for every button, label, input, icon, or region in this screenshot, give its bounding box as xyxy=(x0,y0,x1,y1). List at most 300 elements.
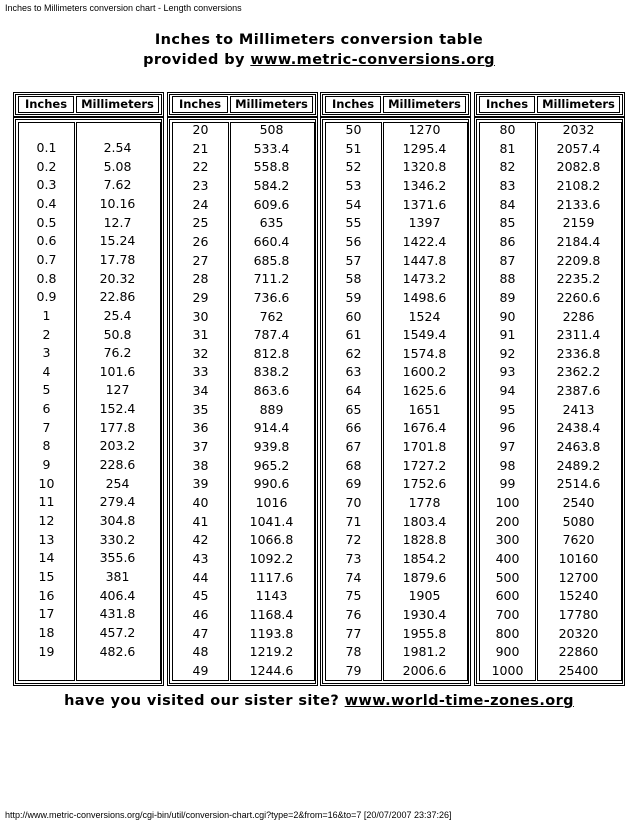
millimeters-value: 1905 xyxy=(408,588,441,604)
inches-value: 25 xyxy=(192,215,209,231)
millimeters-value: 1041.4 xyxy=(249,513,294,529)
table-row xyxy=(170,662,321,680)
millimeters-value: 1828.8 xyxy=(402,532,447,548)
table-row xyxy=(16,400,167,418)
millimeters-value: 1371.6 xyxy=(402,196,447,212)
millimeters-value: 2336.8 xyxy=(556,345,601,361)
inches-value: 78 xyxy=(345,644,362,660)
millimeters-value: 1701.8 xyxy=(402,439,447,455)
inches-value: 27 xyxy=(192,252,209,268)
table-row xyxy=(477,345,628,363)
inches-value: 77 xyxy=(345,625,362,641)
table-row xyxy=(170,382,321,400)
inches-value: 31 xyxy=(192,327,209,343)
millimeters-value: 1574.8 xyxy=(402,345,447,361)
millimeters-value: 1193.8 xyxy=(249,625,294,641)
millimeters-value: 1422.4 xyxy=(402,233,447,249)
table-row xyxy=(170,606,321,624)
page-header: Inches to Millimeters conversion chart - Length conversions xyxy=(5,3,242,13)
table-body xyxy=(474,117,625,686)
inches-value: 69 xyxy=(345,476,362,492)
table-row xyxy=(170,513,321,531)
inches-value: 0.4 xyxy=(36,195,57,211)
inches-value: 9 xyxy=(42,457,51,473)
inches-value: 48 xyxy=(192,644,209,660)
millimeters-value: 863.6 xyxy=(253,383,290,399)
table-row xyxy=(323,569,474,587)
millimeters-value: 20320 xyxy=(558,625,599,641)
inches-value: 400 xyxy=(495,550,520,566)
title-prefix: provided by xyxy=(143,52,251,68)
table-row xyxy=(170,196,321,214)
table-row xyxy=(16,587,167,605)
table-row xyxy=(477,457,628,475)
inches-value: 53 xyxy=(345,177,362,193)
inches-header: Inches xyxy=(479,96,535,113)
table-row xyxy=(16,139,167,157)
table-row xyxy=(170,550,321,568)
inches-value: 3 xyxy=(42,345,51,361)
inches-value: 18 xyxy=(38,624,55,640)
title-line-1: Inches to Millimeters conversion table xyxy=(154,32,484,48)
table-row xyxy=(170,252,321,270)
inches-value: 96 xyxy=(499,420,516,436)
millimeters-value: 1524 xyxy=(408,308,441,324)
table-header xyxy=(13,92,164,117)
table-row xyxy=(170,158,321,176)
inches-value: 68 xyxy=(345,457,362,473)
table-row xyxy=(170,587,321,605)
metric-conversions-link[interactable]: www.metric-conversions.org xyxy=(250,52,495,68)
inches-value: 58 xyxy=(345,271,362,287)
inches-value: 43 xyxy=(192,550,209,566)
inches-value: 81 xyxy=(499,140,516,156)
conversion-table-4 xyxy=(474,92,625,686)
table-body xyxy=(167,117,318,686)
inches-value: 76 xyxy=(345,606,362,622)
inches-value: 23 xyxy=(192,177,209,193)
millimeters-value: 1397 xyxy=(408,215,441,231)
title-line-2 xyxy=(0,50,638,70)
table-row xyxy=(170,457,321,475)
millimeters-value: 7620 xyxy=(562,532,595,548)
inches-value: 38 xyxy=(192,457,209,473)
table-row xyxy=(170,270,321,288)
inches-value: 47 xyxy=(192,625,209,641)
inches-value: 71 xyxy=(345,513,362,529)
table-row xyxy=(170,326,321,344)
millimeters-value: 254 xyxy=(105,475,130,491)
inches-value: 0.8 xyxy=(36,270,57,286)
table-row xyxy=(323,550,474,568)
inches-value: 0.7 xyxy=(36,251,57,267)
table-row xyxy=(16,456,167,474)
millimeters-value: 2438.4 xyxy=(556,420,601,436)
table-row xyxy=(16,605,167,623)
table-row xyxy=(477,419,628,437)
table-row xyxy=(323,587,474,605)
millimeters-value: 2108.2 xyxy=(556,177,601,193)
millimeters-value: 12700 xyxy=(558,569,599,585)
table-row xyxy=(477,494,628,512)
table-row xyxy=(16,214,167,232)
inches-value: 35 xyxy=(192,401,209,417)
millimeters-value: 2133.6 xyxy=(556,196,601,212)
millimeters-value: 1778 xyxy=(408,495,441,510)
inches-value: 300 xyxy=(495,532,520,548)
table-row xyxy=(323,643,474,661)
table-row xyxy=(477,270,628,288)
millimeters-value: 406.4 xyxy=(99,587,136,603)
table-row xyxy=(477,233,628,251)
inches-value: 33 xyxy=(192,364,209,380)
millimeters-value: 10.16 xyxy=(99,195,136,211)
conversion-table-2 xyxy=(167,92,318,686)
inches-value: 63 xyxy=(345,364,362,380)
inches-value: 15 xyxy=(38,568,55,584)
table-row xyxy=(477,513,628,531)
table-row xyxy=(323,382,474,400)
table-row xyxy=(323,662,474,680)
millimeters-value: 25400 xyxy=(558,662,599,678)
table-row xyxy=(170,531,321,549)
millimeters-value: 1016 xyxy=(255,495,288,510)
millimeters-value: 2413 xyxy=(562,401,595,417)
inches-value: 12 xyxy=(38,513,55,528)
table-row xyxy=(477,177,628,195)
table-row xyxy=(323,345,474,363)
millimeters-value: 2209.8 xyxy=(556,252,601,268)
inches-value: 67 xyxy=(345,439,362,455)
millimeters-value: 1879.6 xyxy=(402,569,447,585)
table-row xyxy=(323,326,474,344)
table-row xyxy=(477,438,628,456)
inches-value: 56 xyxy=(345,233,362,249)
inches-value: 52 xyxy=(345,159,362,175)
millimeters-value: 2159 xyxy=(562,215,595,231)
table-row xyxy=(477,196,628,214)
table-row xyxy=(323,419,474,437)
millimeters-value: 101.6 xyxy=(99,363,136,379)
millimeters-value: 685.8 xyxy=(253,252,290,268)
inches-value: 0.9 xyxy=(36,289,57,305)
table-row xyxy=(170,214,321,232)
inches-value: 100 xyxy=(495,495,520,510)
inches-value: 20 xyxy=(192,122,209,137)
inches-value: 84 xyxy=(499,196,516,212)
millimeters-value: 889 xyxy=(259,401,284,417)
table-header xyxy=(167,92,318,117)
table-row xyxy=(323,513,474,531)
table-row xyxy=(16,568,167,586)
inches-value: 0.6 xyxy=(36,233,57,249)
inches-value: 34 xyxy=(192,383,209,399)
inches-value: 61 xyxy=(345,327,362,343)
millimeters-value: 1346.2 xyxy=(402,177,447,193)
table-row xyxy=(323,121,474,139)
table-row xyxy=(477,382,628,400)
inches-value: 75 xyxy=(345,588,362,604)
inches-value: 28 xyxy=(192,271,209,287)
table-row xyxy=(16,288,167,306)
inches-value: 4 xyxy=(42,363,51,379)
millimeters-value: 431.8 xyxy=(99,606,136,622)
inches-value: 95 xyxy=(499,401,516,417)
inches-value: 72 xyxy=(345,532,362,548)
table-row xyxy=(477,158,628,176)
inches-value: 17 xyxy=(38,606,55,622)
millimeters-value: 15.24 xyxy=(99,233,136,249)
table-row xyxy=(477,625,628,643)
inches-value: 93 xyxy=(499,364,516,380)
inches-value: 29 xyxy=(192,289,209,305)
inches-header: Inches xyxy=(18,96,74,113)
table-row xyxy=(323,289,474,307)
inches-value: 41 xyxy=(192,513,209,529)
inches-value: 51 xyxy=(345,140,362,156)
inches-value: 57 xyxy=(345,252,362,268)
inches-value: 24 xyxy=(192,196,209,212)
table-row xyxy=(16,307,167,325)
page-title xyxy=(0,30,638,70)
inches-header: Inches xyxy=(172,96,228,113)
table-row xyxy=(323,308,474,326)
table-row xyxy=(16,270,167,288)
table-row xyxy=(170,289,321,307)
table-row xyxy=(477,606,628,624)
inches-value: 83 xyxy=(499,177,516,193)
inches-value: 64 xyxy=(345,383,362,399)
inches-value: 500 xyxy=(495,569,520,585)
inches-value: 94 xyxy=(499,383,516,399)
inches-value: 42 xyxy=(192,532,209,548)
conversion-table-3 xyxy=(320,92,471,686)
inches-value: 900 xyxy=(495,644,520,660)
table-row xyxy=(16,251,167,269)
millimeters-value: 1066.8 xyxy=(249,532,294,548)
inches-value: 66 xyxy=(345,420,362,436)
millimeters-value: 1930.4 xyxy=(402,606,447,622)
millimeters-value: 1117.6 xyxy=(249,569,294,585)
inches-value: 19 xyxy=(38,643,55,659)
millimeters-value: 7.62 xyxy=(103,177,132,193)
millimeters-value: 762 xyxy=(259,308,284,324)
table-row xyxy=(170,308,321,326)
inches-value: 79 xyxy=(345,662,362,678)
table-row xyxy=(323,158,474,176)
table-row xyxy=(477,140,628,158)
millimeters-value: 838.2 xyxy=(253,364,290,380)
millimeters-value: 17780 xyxy=(558,606,599,622)
millimeters-value: 1676.4 xyxy=(402,420,447,436)
millimeters-value: 1727.2 xyxy=(402,457,447,473)
inches-value: 0.2 xyxy=(36,158,57,174)
table-row xyxy=(477,289,628,307)
table-row xyxy=(170,419,321,437)
table-row xyxy=(323,531,474,549)
millimeters-value: 279.4 xyxy=(99,494,136,510)
millimeters-value: 10160 xyxy=(558,550,599,566)
inches-value: 26 xyxy=(192,233,209,249)
table-row xyxy=(16,326,167,344)
table-row xyxy=(170,363,321,381)
inches-value: 5 xyxy=(42,382,51,398)
table-row xyxy=(323,438,474,456)
table-row xyxy=(170,475,321,493)
table-row xyxy=(170,401,321,419)
inches-value: 21 xyxy=(192,140,209,156)
millimeters-value: 609.6 xyxy=(253,196,290,212)
millimeters-value: 1803.4 xyxy=(402,513,447,529)
millimeters-value: 1295.4 xyxy=(402,140,447,156)
millimeters-value: 330.2 xyxy=(99,531,136,547)
inches-value: 62 xyxy=(345,345,362,361)
inches-value: 700 xyxy=(495,606,520,622)
millimeters-value: 5.08 xyxy=(103,158,132,174)
millimeters-value: 381 xyxy=(105,568,130,584)
millimeters-value: 22.86 xyxy=(99,289,136,305)
millimeters-value: 965.2 xyxy=(253,457,290,473)
millimeters-value: 76.2 xyxy=(103,345,132,361)
inches-value: 91 xyxy=(499,327,516,343)
millimeters-value: 635 xyxy=(259,215,284,231)
inches-value: 36 xyxy=(192,420,209,436)
millimeters-value: 787.4 xyxy=(253,327,290,343)
millimeters-value: 711.2 xyxy=(253,271,290,287)
millimeters-value: 1447.8 xyxy=(402,252,447,268)
millimeters-value: 2540 xyxy=(562,495,595,510)
table-row xyxy=(477,363,628,381)
millimeters-header: Millimeters xyxy=(537,96,620,113)
table-row xyxy=(16,344,167,362)
millimeters-value: 1854.2 xyxy=(402,550,447,566)
table-body xyxy=(320,117,471,686)
millimeters-value: 1498.6 xyxy=(402,289,447,305)
millimeters-value: 2514.6 xyxy=(556,476,601,492)
millimeters-value: 2057.4 xyxy=(556,140,601,156)
millimeters-value: 2362.2 xyxy=(556,364,601,380)
table-row xyxy=(170,569,321,587)
millimeters-value: 1168.4 xyxy=(249,606,294,622)
table-row xyxy=(170,177,321,195)
inches-value: 45 xyxy=(192,588,209,604)
table-row xyxy=(16,512,167,530)
inches-value: 87 xyxy=(499,252,516,268)
millimeters-value: 25.4 xyxy=(103,307,132,323)
millimeters-value: 1143 xyxy=(255,588,288,604)
inches-value: 13 xyxy=(38,531,55,547)
table-row xyxy=(323,140,474,158)
sister-site-promo xyxy=(0,693,638,709)
inches-value: 59 xyxy=(345,289,362,305)
table-row xyxy=(323,252,474,270)
inches-value: 40 xyxy=(192,495,209,510)
millimeters-value: 304.8 xyxy=(99,513,136,528)
millimeters-value: 2032 xyxy=(562,122,595,137)
millimeters-value: 558.8 xyxy=(253,159,290,175)
inches-value: 7 xyxy=(42,419,51,435)
inches-value: 70 xyxy=(345,495,362,510)
table-row xyxy=(477,121,628,139)
inches-value: 37 xyxy=(192,439,209,455)
inches-value: 54 xyxy=(345,196,362,212)
table-row xyxy=(323,233,474,251)
inches-header: Inches xyxy=(325,96,381,113)
millimeters-value: 12.7 xyxy=(103,214,132,230)
millimeters-value: 584.2 xyxy=(253,177,290,193)
inches-value: 32 xyxy=(192,345,209,361)
inches-value: 800 xyxy=(495,625,520,641)
millimeters-value: 2082.8 xyxy=(556,159,601,175)
table-row xyxy=(16,363,167,381)
inches-value: 89 xyxy=(499,289,516,305)
table-row xyxy=(477,252,628,270)
inches-value: 80 xyxy=(499,122,516,137)
inches-value: 11 xyxy=(38,494,55,510)
inches-value: 0.1 xyxy=(36,140,57,155)
table-row xyxy=(170,625,321,643)
table-row xyxy=(477,662,628,680)
inches-value: 10 xyxy=(38,475,55,491)
millimeters-value: 2311.4 xyxy=(556,327,601,343)
millimeters-value: 5080 xyxy=(562,513,595,529)
millimeters-header: Millimeters xyxy=(383,96,466,113)
table-row xyxy=(477,214,628,232)
inches-value: 65 xyxy=(345,401,362,417)
table-row xyxy=(477,550,628,568)
millimeters-value: 990.6 xyxy=(253,476,290,492)
table-row xyxy=(16,531,167,549)
table-row xyxy=(170,643,321,661)
millimeters-value: 2286 xyxy=(562,308,595,324)
inches-value: 82 xyxy=(499,159,516,175)
millimeters-value: 152.4 xyxy=(99,401,136,417)
world-time-zones-link[interactable]: www.world-time-zones.org xyxy=(344,693,574,709)
millimeters-value: 1955.8 xyxy=(402,625,447,641)
inches-value: 1 xyxy=(42,307,51,323)
inches-value: 16 xyxy=(38,587,55,603)
millimeters-value: 660.4 xyxy=(253,233,290,249)
table-row xyxy=(323,606,474,624)
table-row xyxy=(323,625,474,643)
inches-value: 8 xyxy=(42,438,51,454)
table-row xyxy=(170,121,321,139)
inches-value: 97 xyxy=(499,439,516,455)
table-row xyxy=(477,531,628,549)
inches-value: 0.5 xyxy=(36,214,57,230)
millimeters-value: 20.32 xyxy=(99,270,136,286)
table-row xyxy=(323,457,474,475)
millimeters-value: 939.8 xyxy=(253,439,290,455)
inches-value: 2 xyxy=(42,326,51,342)
millimeters-value: 2260.6 xyxy=(556,289,601,305)
table-row xyxy=(16,381,167,399)
table-row xyxy=(170,345,321,363)
table-row xyxy=(323,401,474,419)
table-row xyxy=(323,363,474,381)
inches-value: 85 xyxy=(499,215,516,231)
table-row xyxy=(16,549,167,567)
millimeters-value: 2235.2 xyxy=(556,271,601,287)
millimeters-value: 914.4 xyxy=(253,420,290,436)
inches-value: 49 xyxy=(192,662,209,678)
table-row xyxy=(16,493,167,511)
table-row xyxy=(170,494,321,512)
table-header xyxy=(320,92,471,117)
millimeters-value: 2489.2 xyxy=(556,457,601,473)
table-row xyxy=(16,232,167,250)
millimeters-value: 15240 xyxy=(558,588,599,604)
